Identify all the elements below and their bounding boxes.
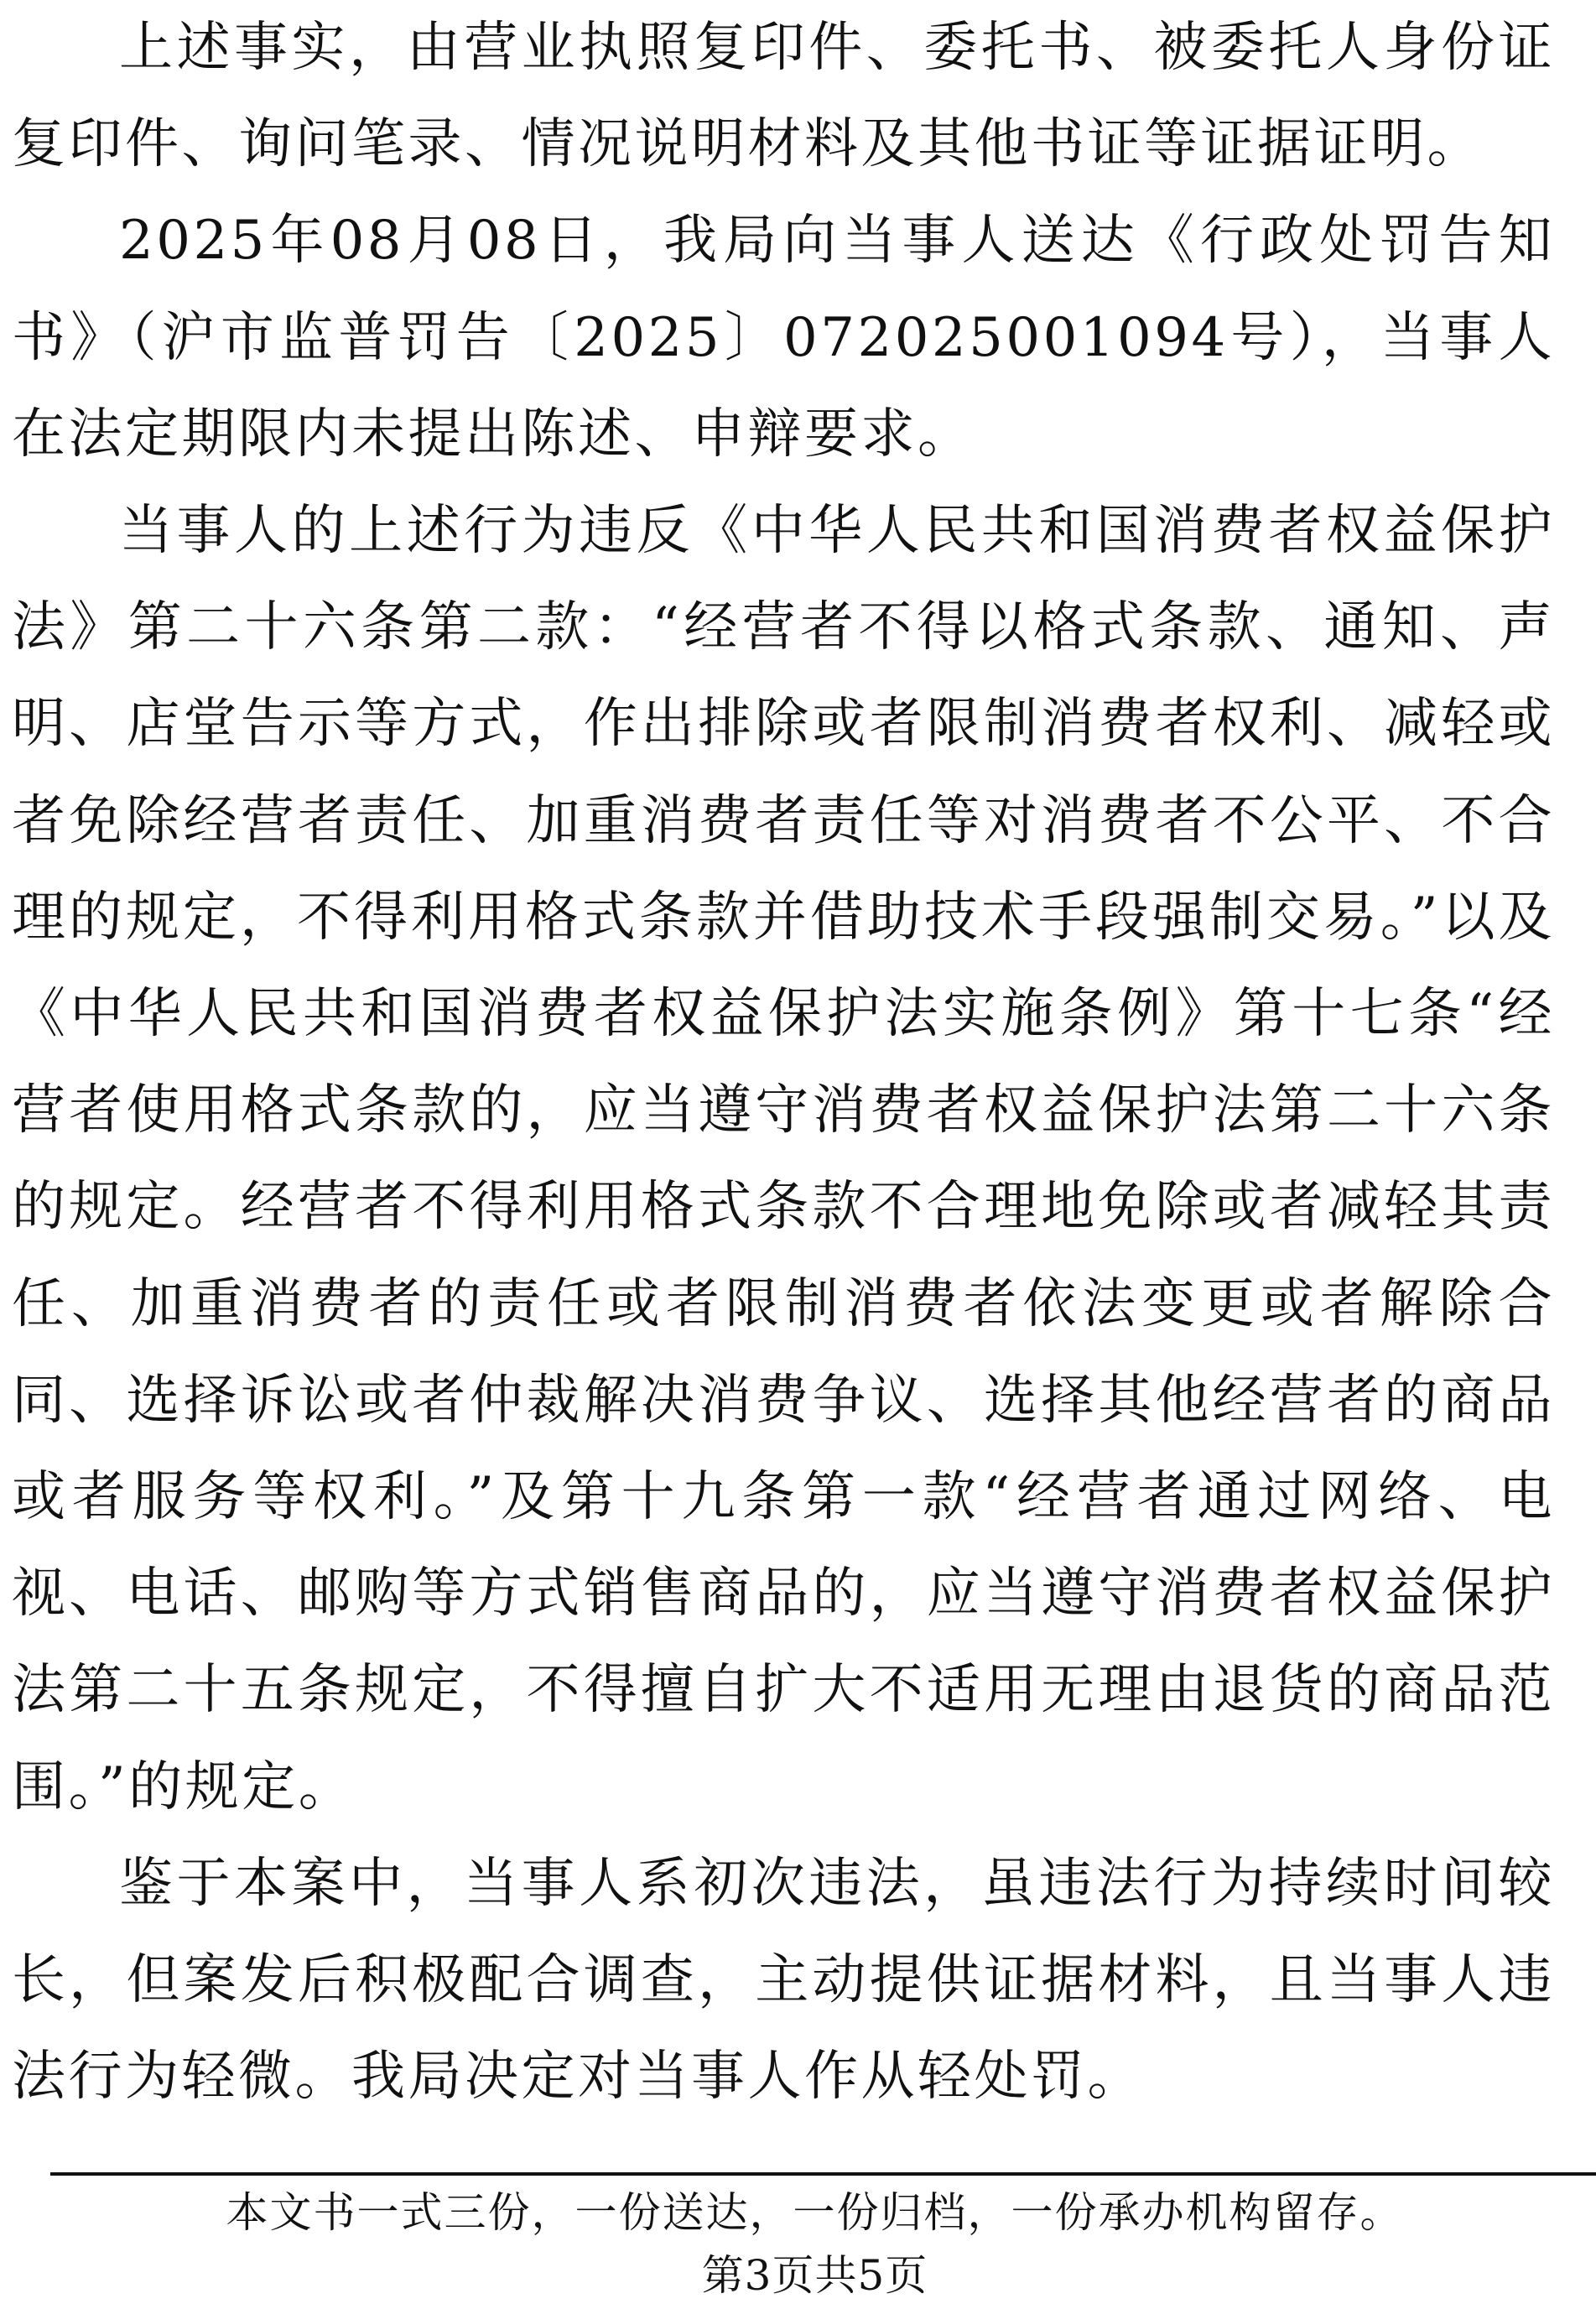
footer-divider <box>50 2172 1596 2176</box>
document-body <box>12 0 1555 2125</box>
paragraph-notice-delivery: 2025年08月08日，我局向当事人送达《行政处罚告知书》（沪市监普罚告〔2025〕072025001094号），当事人在法定期限内未提出陈述、申辩要求。 <box>12 210 1555 465</box>
paragraph-legal-violation: 当事人的上述行为违反《中华人民共和国消费者权益保护法》第二十六条第二款：“经营者不得以格式条款、通知、声明、店堂告示等方式，作出排除或者限制消费者权利、减轻或者免除经营者责任、加重消费者责任等对消费者不公平、不合理的规定，不得利用格式条款并借助技术手段强制交易。”以及《中华人民共和国消费者权益保护法实施条例》第十七条“经营者使用格式条款的，应当遵守消费者权益保护法第二十六条的规定。经营者不得利用格式条款不合理地免除或者减轻其责任、加重消费者的责任或者限制消费者依法变更或者解除合同、选择诉讼或者仲裁解决消费争议、选择其他经营者的商品或者服务等权利。”及第十九条第一款“经营者通过网络、电视、电话、邮购等方式销售商品的，应当遵守消费者权益保护法第二十五条规定，不得擅自扩大不适用无理由退货的商品范围。”的规定。 <box>12 500 1555 1818</box>
page-number: 第3页共5页 <box>701 2251 928 2300</box>
paragraph-penalty-decision: 鉴于本案中，当事人系初次违法，虽违法行为持续时间较长，但案发后积极配合调查，主动提供证据材料，且当事人违法行为轻微。我局决定对当事人作从轻处罚。 <box>12 1852 1555 2109</box>
footer-note: 本文书一式三份，一份送达，一份归档，一份承办机构留存。 <box>226 2188 1404 2237</box>
paragraph-evidence: 上述事实，由营业执照复印件、委托书、被委托人身份证复印件、询问笔录、情况说明材料及其他书证等证据证明。 <box>12 17 1555 176</box>
